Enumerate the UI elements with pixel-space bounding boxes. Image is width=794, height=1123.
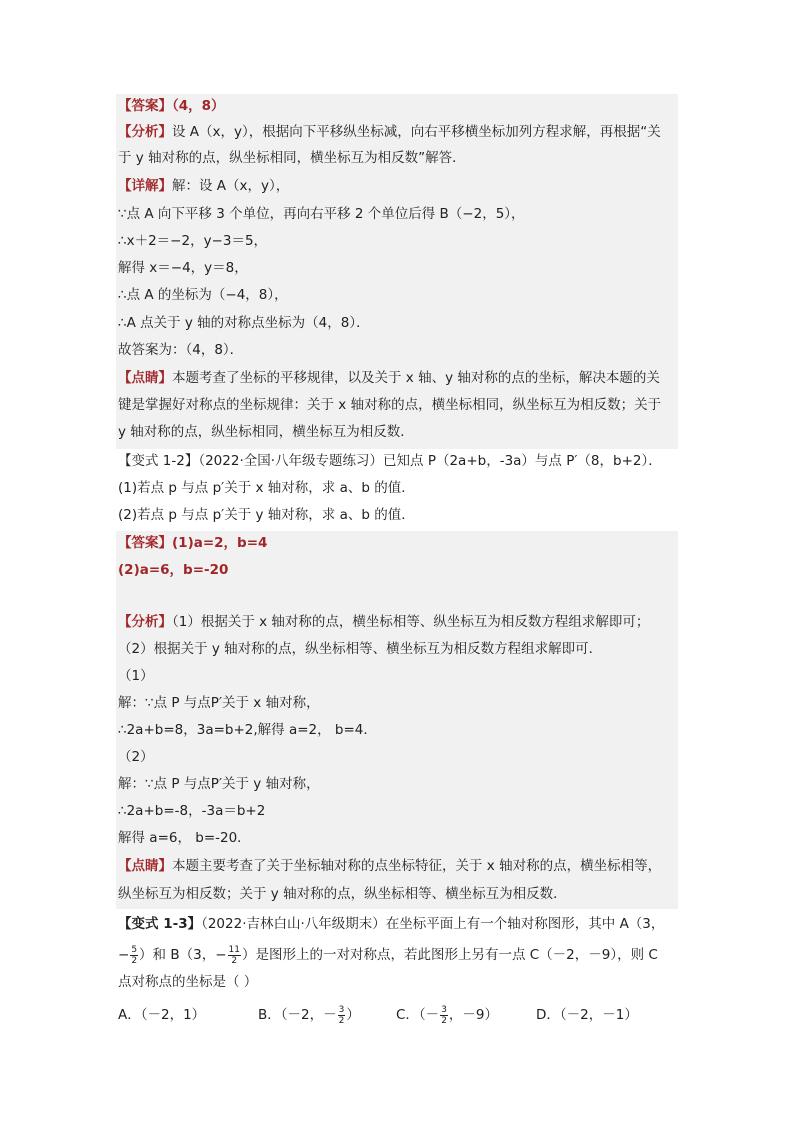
answer-line-2 xyxy=(118,533,267,553)
analysis-tag: 【分析】 xyxy=(118,124,172,140)
analysis-tag-2: 【分析】 xyxy=(118,614,172,630)
fraction-3-2-c: $\frac{3}{2}$ xyxy=(441,1004,447,1026)
question-part-1: (1)若点 p 与点 p′关于 x 轴对称，求 a、b 的值． xyxy=(118,480,415,496)
part1-line-2: ∴2a+b=8，3a=b+2,解得 a=2， b=4． xyxy=(118,722,377,738)
option-c[interactable]: C．（－ $\frac{3}{2}$ ，－9） xyxy=(396,1004,499,1026)
part2-line-3: 解得 a=6， b=-20． xyxy=(118,830,251,846)
question-line-2-end: ）是图形上的一对对称点，若此图形上另有一点 C（－2，－9），则 C xyxy=(241,947,658,963)
comment2-line-2: 纵坐标互为相反数；关于 y 轴对称的点，纵坐标相等、横坐标互为相反数． xyxy=(118,886,567,902)
question-line-3: 点对称点的坐标是（ ） xyxy=(118,974,258,990)
analysis-line-2: 于 y 轴对称的点，纵坐标相同，横坐标互为相反数”解答． xyxy=(118,150,466,166)
analysis2-text-1: （1）根据关于 x 轴对称的点，横坐标相等、纵坐标互为相反数方程组求解即可； xyxy=(172,614,650,630)
question-title-1-2: 【变式 1-2】（2022·全国·八年级专题练习）已知点 P（2a+b，-3a）与点 P′（8，b+2）． xyxy=(118,453,662,469)
comment2-line-1 xyxy=(118,856,661,876)
comment-tag: 【点睛】 xyxy=(118,370,172,386)
question-line-2-mid: ）和 B（3，− xyxy=(139,947,227,963)
comment-line-1 xyxy=(118,368,660,388)
part1-line-1: 解：∵点 P 与点P′关于 x 轴对称， xyxy=(118,695,320,711)
answer-1: (1)a=2，b=4 xyxy=(172,535,268,551)
analysis2-line-2: （2）根据关于 y 轴对称的点，纵坐标相等、横坐标互为相反数方程组求解即可． xyxy=(118,641,603,657)
question-part-2: (2)若点 p 与点 p′关于 y 轴对称，求 a、b 的值． xyxy=(118,507,415,523)
detail-line-6: ∴A 点关于 y 轴的对称点坐标为（4，8）． xyxy=(118,315,370,331)
question-line-2 xyxy=(118,942,658,968)
part2-label: （2） xyxy=(118,749,154,765)
comment2-text-1: 本题主要考查了关于坐标轴对称的点坐标特征，关于 x 轴对称的点，横坐标相等， xyxy=(172,858,662,874)
detail-line-1 xyxy=(118,176,289,196)
answer-2: (2)a=6，b=-20 xyxy=(118,562,229,578)
answer-tag-2: 【答案】 xyxy=(118,535,172,551)
part2-line-2: ∴2a+b=-8，-3a＝b+2 xyxy=(118,803,266,819)
analysis2-line-1 xyxy=(118,612,649,632)
detail-text-1: 解：设 A（x，y）， xyxy=(172,178,290,194)
fraction-11-2: $\frac{11}{2}$ xyxy=(228,944,240,966)
question-tag-1-3: 【变式 1-3】 xyxy=(118,916,202,932)
comment-text-1: 本题考查了坐标的平移规律，以及关于 x 轴、y 轴对称的点的坐标，解决本题的关 xyxy=(172,370,660,386)
question-title-1-3 xyxy=(118,914,664,934)
part1-label: （1） xyxy=(118,668,154,684)
comment-tag-2: 【点睛】 xyxy=(118,858,172,874)
detail-line-4: 解得 x＝−4，y＝8， xyxy=(118,260,248,276)
detail-line-7: 故答案为：（4，8）． xyxy=(118,342,244,358)
detail-line-5: ∴点 A 的坐标为（−4，8）， xyxy=(118,287,288,303)
analysis-line-1 xyxy=(118,122,661,142)
analysis-text-1: 设 A（x，y），根据向下平移纵坐标减，向右平移横坐标加列方程求解，再根据“关 xyxy=(172,124,661,140)
detail-tag: 【详解】 xyxy=(118,178,172,194)
comment-line-2: 键是掌握好对称点的坐标规律：关于 x 轴对称的点，横坐标相同，纵坐标互为相反数；关于 xyxy=(118,397,662,413)
fraction-5-2: $\frac{5}{2}$ xyxy=(131,944,138,966)
fraction-3-2-b: $\frac{3}{2}$ xyxy=(338,1004,345,1026)
minus-sign: − xyxy=(118,947,130,963)
answer-text: （4，8） xyxy=(172,98,225,114)
option-d[interactable]: D．（－2，－1） xyxy=(536,1007,638,1023)
option-a[interactable]: A．（－2，1） xyxy=(118,1007,206,1023)
question-title-text: （2022·吉林白山·八年级期末）在坐标平面上有一个轴对称图形，其中 A（3， xyxy=(201,916,665,932)
answer-line xyxy=(118,96,225,116)
detail-line-3: ∴x＋2＝−2，y−3＝5， xyxy=(118,233,268,249)
comment-line-3: y 轴对称的点，纵坐标相同，横坐标互为相反数． xyxy=(118,424,414,440)
detail-line-2: ∵点 A 向下平移 3 个单位，再向右平移 2 个单位后得 B（−2，5）， xyxy=(118,206,525,222)
answer-tag: 【答案】 xyxy=(118,98,172,114)
option-b[interactable]: B．（－2，－ $\frac{3}{2}$ ） xyxy=(258,1004,360,1026)
part2-line-1: 解：∵点 P 与点P′关于 y 轴对称， xyxy=(118,776,320,792)
